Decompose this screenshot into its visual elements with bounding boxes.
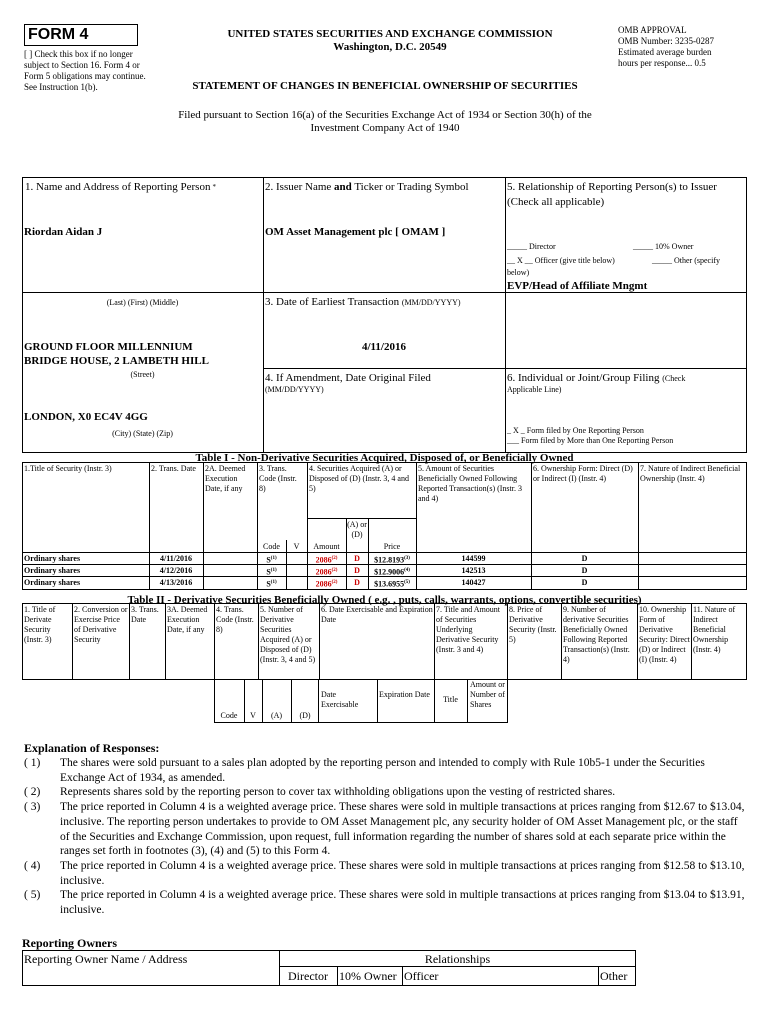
row-title: Ordinary shares bbox=[24, 578, 81, 587]
row-form: D bbox=[581, 578, 588, 587]
statement-title: STATEMENT OF CHANGES IN BENEFICIAL OWNERSHIP OF SECURITIES bbox=[192, 80, 578, 92]
t1-h-sub-aord: (A) or (D) bbox=[347, 520, 367, 539]
filing-option-one: _ X _ Form filed by One Reporting Person bbox=[507, 426, 644, 435]
box1-label: 1. Name and Address of Reporting Person * bbox=[25, 181, 216, 193]
relationship-other: _____ Other (specify bbox=[652, 256, 720, 265]
omb-line2: OMB Number: 3235-0287 bbox=[618, 36, 714, 46]
relationship-other-2: below) bbox=[507, 268, 530, 277]
table2-title: Table II - Derivative Securities Beneficially Owned ( e.g. , puts, calls, warrants, options, convertible securities) bbox=[127, 594, 642, 606]
row-amount: 2086$^{(2)}$ bbox=[315, 579, 338, 589]
t2-h-number-owned: 9. Number of derivative Securities Beneficially Owned Following Reported Transaction(s) (Instr. 4) bbox=[563, 605, 630, 664]
t2-h-date: 3. Trans. Date bbox=[131, 605, 159, 624]
t2-sub-d: (D) bbox=[299, 711, 311, 720]
explanation-heading: Explanation of Responses: bbox=[24, 741, 160, 755]
box6-label2: Applicable Line) bbox=[507, 385, 562, 394]
filed-pursuant-1: Filed pursuant to Section 16(a) of the Securities Exchange Act of 1934 or Section 30(h) of the bbox=[178, 109, 592, 121]
t2-h-underlying: 7. Title and Amount of Securities Underlying Derivative Security (Instr. 3 and 4) bbox=[436, 605, 501, 654]
row-price: $13.6955$^{(5)}$ bbox=[374, 579, 410, 589]
row-form: D bbox=[581, 566, 588, 575]
relationship-director: _____ Director bbox=[507, 242, 556, 251]
filed-pursuant-2: Investment Company Act of 1940 bbox=[310, 122, 460, 134]
officer-title: EVP/Head of Affiliate Mngmt bbox=[507, 280, 648, 292]
row-aord: D bbox=[354, 554, 360, 563]
agency-line1: UNITED STATES SECURITIES AND EXCHANGE COMMISSION bbox=[227, 28, 553, 40]
row-price: $12.9006$^{(4)}$ bbox=[374, 567, 410, 577]
owner-col-director: Director bbox=[288, 969, 328, 983]
row-aord: D bbox=[354, 578, 360, 587]
row-aord: D bbox=[354, 566, 360, 575]
owner-col-other: Other bbox=[600, 969, 628, 983]
check-box-text: [ ] Check this box if no longer subject to Section 16. Form 4 or Form 5 obligations may continue. See Instruction 1(b). bbox=[24, 49, 146, 92]
box6-label: 6. Individual or Joint/Group Filing (Check bbox=[507, 372, 686, 384]
row-code: $S^{(1)}$ bbox=[266, 555, 277, 565]
reporting-owners-heading: Reporting Owners bbox=[22, 936, 117, 950]
row-owned: 142513 bbox=[461, 566, 486, 575]
t1-h-code: 3. Trans. Code (Instr. 8) bbox=[259, 464, 297, 493]
filing-option-more: ___ Form filed by More than One Reporting Person bbox=[507, 436, 674, 445]
issuer-name: OM Asset Management plc [ OMAM ] bbox=[265, 226, 446, 238]
agency-line2: Washington, D.C. 20549 bbox=[333, 41, 447, 53]
table1-title: Table I - Non-Derivative Securities Acquired, Disposed of, or Beneficially Owned bbox=[195, 452, 574, 464]
footnote-5: ( 5) The price reported in Column 4 is a weighted average price. These shares were sold in multiple transactions at prices ranging from $13.04 to $13.91, inclusive. bbox=[24, 889, 745, 917]
box2-label: 2. Issuer Name and Ticker or Trading Symbol bbox=[265, 181, 469, 193]
footnote-4: ( 4) The price reported in Column 4 is a weighted average price. These shares were sold in multiple transactions at prices ranging from $12.58 to $13.10, inclusive. bbox=[24, 859, 745, 887]
omb-line3: Estimated average burden bbox=[618, 47, 712, 57]
t2-h-nature: 11. Nature of Indirect Beneficial Ownership (Instr. 4) bbox=[693, 605, 736, 654]
t1-h-title: 1.Title of Security (Instr. 3) bbox=[24, 464, 112, 473]
omb-line1: OMB APPROVAL bbox=[618, 25, 687, 35]
row-date: 4/12/2016 bbox=[159, 566, 193, 575]
t2-h-number: 5. Number of Derivative Securities Acquired (A) or Disposed of (D) (Instr. 3, 4 and 5) bbox=[260, 605, 316, 664]
row-code: $S^{(1)}$ bbox=[266, 579, 277, 589]
relationship-ten-pct: _____ 10% Owner bbox=[633, 242, 694, 251]
footnote-2: ( 2) Represents shares sold by the reporting person to cover tax withholding obligations upon the vesting of restricted shares. bbox=[24, 786, 616, 799]
form-title: FORM 4 bbox=[28, 26, 89, 43]
footnote-1: ( 1) The shares were sold pursuant to a sales plan adopted by the reporting person and intended to comply with Rule 10b5-1 under the Securities Exchange Act of 1934, as amended. bbox=[24, 757, 705, 784]
explanation-list bbox=[24, 756, 750, 918]
row-owned: 144599 bbox=[461, 554, 486, 563]
street-line2: BRIDGE HOUSE, 2 LAMBETH HILL bbox=[24, 355, 209, 367]
omb-approval bbox=[618, 25, 758, 69]
row-title: Ordinary shares bbox=[24, 554, 81, 563]
row-owned: 140427 bbox=[461, 578, 486, 587]
box1-marker: * bbox=[212, 183, 216, 191]
t2-sub-title: Title bbox=[443, 695, 458, 704]
box3-label: 3. Date of Earliest Transaction (MM/DD/YYYY) bbox=[265, 296, 461, 308]
name-parts-label: (Last) (First) (Middle) bbox=[106, 298, 179, 307]
row-date: 4/13/2016 bbox=[159, 578, 193, 587]
row-date: 4/11/2016 bbox=[159, 554, 192, 563]
box4-label: 4. If Amendment, Date Original Filed bbox=[265, 372, 431, 384]
t2-sub-exp: Expiration Date bbox=[379, 690, 430, 699]
city-line: LONDON, X0 EC4V 4GG bbox=[24, 411, 148, 423]
earliest-transaction-date: 4/11/2016 bbox=[361, 341, 406, 353]
row-amount: 2086$^{(2)}$ bbox=[315, 567, 338, 577]
t2-h-code: 4. Trans. Code (Instr. 8) bbox=[216, 605, 254, 634]
t1-h-ownership-form: 6. Ownership Form: Direct (D) or Indirect (I) (Instr. 4) bbox=[533, 464, 633, 483]
t2-sub-v: V bbox=[250, 711, 256, 720]
t1-h-deemed: 2A. Deemed Execution Date, if any bbox=[205, 464, 246, 493]
t2-sub-code: Code bbox=[220, 711, 238, 720]
row-code: $S^{(1)}$ bbox=[266, 567, 277, 577]
city-label: (City) (State) (Zip) bbox=[112, 429, 173, 438]
t2-h-title: 1. Title of Derivate Security (Instr. 3) bbox=[24, 605, 56, 644]
row-title: Ordinary shares bbox=[24, 566, 81, 575]
t2-sub-amount: Amount or Number of Shares bbox=[470, 680, 505, 709]
footnote-3: ( 3) The price reported in Column 4 is a weighted average price. These shares were sold in multiple transactions at prices ranging from $12.67 to $13.04, inclusive. The reporting person undertakes to provide to OM Asset Management plc, any security holder of OM Asset Management plc, or the staff of the Securities and Exchange Commission, upon request, full information regarding the number of shares sold at each separate price within the ranges set forth in footnotes (3), (4) and (5) to this Form 4. bbox=[24, 801, 745, 858]
t2-h-exercisable: 6. Date Exercisable and Expiration Date bbox=[321, 605, 433, 624]
row-amount: 2086$^{(2)}$ bbox=[315, 555, 338, 565]
relationship-officer: __ X __ Officer (give title below) bbox=[507, 256, 615, 265]
t2-sub-a: (A) bbox=[270, 711, 283, 720]
owner-col-officer: Officer bbox=[404, 969, 439, 983]
owner-col-name: Reporting Owner Name / Address bbox=[24, 952, 188, 966]
t1-h-sub-price: Price bbox=[383, 542, 401, 551]
t1-h-sub-amount: Amount bbox=[313, 542, 340, 551]
t2-h-conversion: 2. Conversion or Exercise Price of Derivative Security bbox=[74, 605, 128, 644]
form-title-box bbox=[24, 24, 138, 46]
box4-format: (MM/DD/YYYY) bbox=[265, 385, 324, 394]
owner-col-ten-pct: 10% Owner bbox=[339, 969, 397, 983]
t1-h-sub-v: V bbox=[293, 542, 300, 551]
street-line1: GROUND FLOOR MILLENNIUM bbox=[24, 341, 193, 353]
t1-h-date: 2. Trans. Date bbox=[151, 464, 196, 473]
t1-h-nature: 7. Nature of Indirect Beneficial Ownership (Instr. 4) bbox=[640, 464, 741, 483]
owner-col-relationships: Relationships bbox=[424, 952, 491, 966]
omb-line4: hours per response... 0.5 bbox=[618, 58, 706, 68]
t1-h-amount-owned: 5. Amount of Securities Beneficially Owned Following Reported Transaction(s) (Instr. 3 and 4) bbox=[418, 464, 522, 503]
t1-h-securities: 4. Securities Acquired (A) or Disposed of (D) (Instr. 3, 4 and 5) bbox=[309, 464, 409, 493]
reporting-person-name: Riordan Aidan J bbox=[24, 226, 103, 238]
t2-h-price: 8. Price of Derivative Security (Instr. 5) bbox=[509, 605, 557, 644]
t2-sub-date-ex: Date Exercisable bbox=[321, 690, 359, 709]
t1-h-sub-code: Code bbox=[263, 542, 280, 551]
box5-label1: 5. Relationship of Reporting Person(s) to Issuer bbox=[507, 181, 717, 193]
box5-label2: (Check all applicable) bbox=[507, 196, 605, 208]
t2-h-ownership-form: 10. Ownership Form of Derivative Security: Direct (D) or Indirect (I) (Instr. 4) bbox=[639, 605, 690, 664]
row-price: $12.8193$^{(3)}$ bbox=[374, 555, 410, 565]
street-label: (Street) bbox=[130, 370, 155, 379]
t2-h-deemed: 3A. Deemed Execution Date, if any bbox=[167, 605, 208, 634]
row-form: D bbox=[581, 554, 588, 563]
